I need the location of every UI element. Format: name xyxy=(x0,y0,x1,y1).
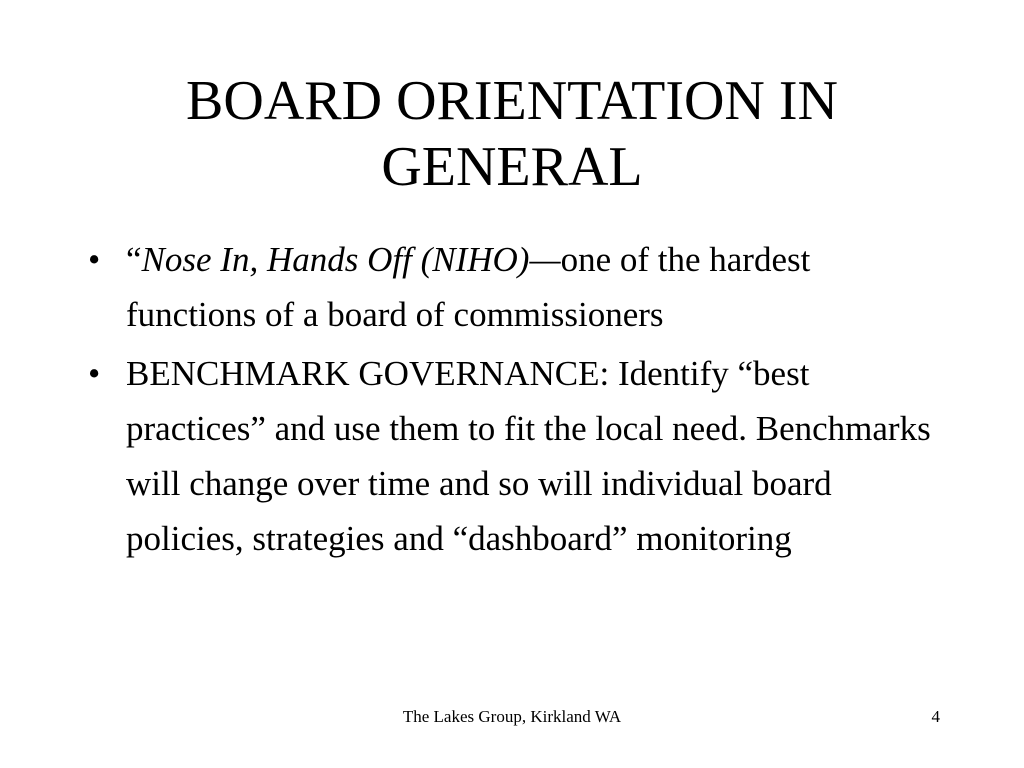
niho-description: one of the hardest functions of a board of commissioners xyxy=(126,240,811,334)
open-quote: “ xyxy=(126,240,142,279)
bullet-item-benchmark xyxy=(88,346,948,566)
bullet-icon: • xyxy=(88,354,101,393)
slide-title xyxy=(76,68,948,200)
em-dash: — xyxy=(529,240,561,279)
slide-title-line-2: GENERAL xyxy=(381,136,643,198)
niho-italic-text: Nose In, Hands Off (NIHO) xyxy=(141,240,530,279)
bullet-list xyxy=(88,232,948,570)
bullet-icon: • xyxy=(88,240,101,279)
slide-title-line-1: BOARD ORIENTATION IN xyxy=(186,70,838,132)
bullet-item-niho xyxy=(88,232,948,342)
footer-text: The Lakes Group, Kirkland WA xyxy=(402,707,622,726)
slide-number: 4 xyxy=(931,707,940,726)
benchmark-text: BENCHMARK GOVERNANCE: Identify “best practices” and use them to fit the local need. Benchmarks will change over time and so will individual board policies, strategies and “dashboard” monitoring xyxy=(126,354,931,558)
